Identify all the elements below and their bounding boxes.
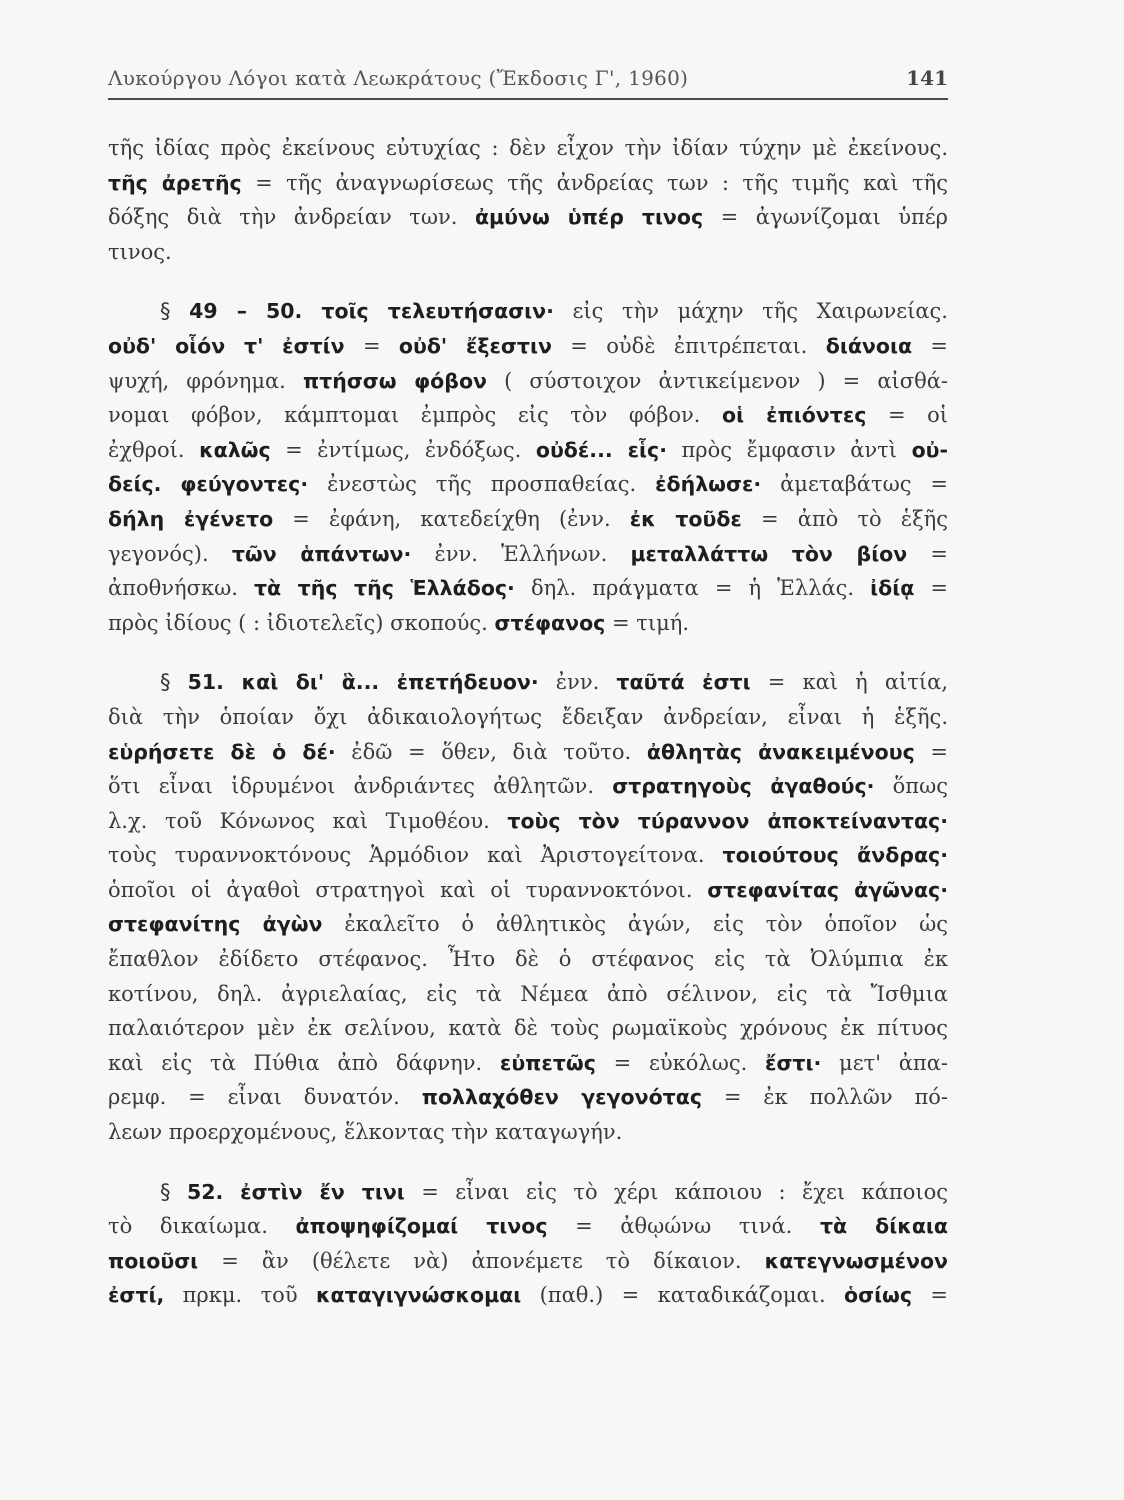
gloss-text: ὅπως	[874, 774, 948, 799]
lemma: οὐ-	[911, 437, 948, 462]
lemma: στεφανίτης ἀγὼν	[108, 912, 323, 937]
gloss-text	[161, 472, 180, 496]
gloss-text: τὸ δικαίωμα.	[108, 1214, 296, 1239]
text-line	[108, 838, 948, 873]
lemma: οὐδ' οἷόν τ' ἐστίν	[108, 333, 345, 358]
gloss-text: =	[912, 1283, 948, 1308]
gloss-text: τινος.	[108, 239, 172, 264]
gloss-text: γεγονός).	[108, 541, 232, 566]
gloss-text: κοτίνου, δηλ. ἀγριελαίας, εἰς τὰ Νέμεα ἀπὸ σέλινον, εἰς τὰ Ἴσθμια	[108, 981, 948, 1006]
lemma: ταῦτά ἐστι	[616, 670, 751, 695]
text-line	[108, 977, 948, 1012]
text-line	[108, 329, 948, 364]
lemma: φεύγοντες·	[180, 472, 309, 497]
text-line	[108, 769, 948, 804]
gloss-text: παλαιότερον μὲν ἐκ σελίνου, κατὰ δὲ τοὺς ρωμαϊκοὺς χρόνους ἐκ πίτυος	[108, 1016, 948, 1041]
gloss-text: πρὸς ἰδίους ( : ἰδιοτελεῖς) σκοπούς.	[108, 610, 495, 635]
text-line	[108, 873, 948, 908]
text-line	[108, 200, 948, 235]
gloss-text: δόξης διὰ τὴν ἀνδρείαν των.	[108, 205, 475, 230]
gloss-text: πρκμ. τοῦ	[164, 1283, 316, 1308]
text-line	[108, 804, 948, 839]
running-header	[108, 62, 948, 100]
text-line	[108, 700, 948, 735]
gloss-text: εἰς τὴν μάχην τῆς Χαιρωνείας.	[553, 299, 948, 324]
section-mark: §	[160, 299, 190, 324]
lemma: ἐδήλωσε·	[655, 472, 762, 497]
lemma: πτήσσω φόβον	[302, 368, 487, 393]
gloss-text: = τιμή.	[605, 610, 690, 635]
lemma: μεταλλάττω τὸν βίον	[630, 541, 908, 566]
gloss-text: =	[914, 576, 948, 601]
lemma: τοιούτους ἄνδρας·	[722, 843, 948, 868]
gloss-text: ψυχή, φρόνημα.	[108, 368, 303, 393]
lemma: τὰ τῆς τῆς Ἑλλάδος·	[253, 576, 515, 601]
lemma: ἀποψηφίζομαί τινος	[295, 1214, 548, 1239]
text-line	[108, 131, 948, 166]
lemma: 52. ἐστὶν ἔν τινι	[186, 1179, 405, 1204]
lemma: ἔστι·	[765, 1050, 822, 1075]
gloss-text: ἐνν.	[538, 670, 617, 695]
gloss-text: = ἐκ πολλῶν πό-	[701, 1085, 948, 1110]
text-line	[108, 1175, 948, 1210]
gloss-text: = ἐφάνη, κατεδείχθη (ἐνν.	[273, 506, 630, 531]
gloss-text: ὁποῖοι οἱ ἀγαθοὶ στρατηγοὶ καὶ οἱ τυραννοκτόνοι.	[108, 877, 708, 902]
gloss-text: = ἀγωνίζομαι ὑπέρ	[703, 205, 948, 230]
lemma: ὁσίως	[844, 1283, 913, 1308]
text-line	[108, 364, 948, 399]
lemma: εὑρήσετε δὲ ὁ δέ·	[108, 739, 336, 764]
text-line	[108, 942, 948, 977]
commentary-text	[108, 131, 948, 1313]
text-line	[108, 433, 948, 468]
lemma: οἱ ἐπιόντες	[721, 403, 867, 428]
text-line	[108, 537, 948, 572]
lemma: 51. καὶ δι' ἃ... ἐπετήδευον·	[187, 670, 539, 695]
text-line	[108, 294, 948, 329]
gloss-text: = ἂν (θέλετε νὰ) ἀπονέμετε τὸ δίκαιον.	[198, 1248, 765, 1273]
gloss-text: ( σύστοιχον ἀντικείμενον ) = αἰσθά-	[487, 368, 948, 393]
gloss-text: μετ' ἀπα-	[821, 1050, 948, 1075]
text-line	[108, 1244, 948, 1279]
lemma: τῆς ἀρετῆς	[108, 170, 242, 195]
gloss-text: (παθ.) = καταδικάζομαι.	[521, 1283, 845, 1308]
gloss-text: ἐνν. Ἑλλήνων.	[411, 541, 631, 566]
gloss-text: =	[914, 739, 948, 764]
lemma: εὐπετῶς	[499, 1050, 596, 1075]
text-line	[108, 907, 948, 942]
lemma: στέφανος	[494, 610, 606, 635]
text-line	[108, 1278, 948, 1313]
gloss-text: ἐδῶ = ὅθεν, διὰ τοῦτο.	[335, 739, 647, 764]
gloss-text: = οἱ	[866, 403, 948, 428]
gloss-text: καὶ εἰς τὰ Πύθια ἀπὸ δάφνην.	[108, 1050, 500, 1075]
lemma: ἀθλητὰς ἀνακειμένους	[646, 739, 915, 764]
lemma: κατεγνωσμένον	[764, 1248, 948, 1273]
text-line	[108, 1209, 948, 1244]
text-line	[108, 166, 948, 201]
text-line	[108, 1115, 948, 1150]
gloss-text: ἀμεταβάτως =	[761, 472, 948, 497]
gloss-text: =	[907, 541, 948, 566]
lemma: ἰδίᾳ	[870, 576, 915, 601]
gloss-text: λεων προερχομένους, ἕλκοντας τὴν καταγωγήν.	[108, 1120, 623, 1145]
gloss-text: δηλ. πράγματα = ἡ Ἑλλάς.	[514, 576, 871, 601]
gloss-text: = οὐδὲ ἐπιτρέπεται.	[551, 333, 826, 358]
text-line	[108, 1011, 948, 1046]
gloss-text: ρεμφ. = εἶναι δυνατόν.	[108, 1085, 422, 1110]
text-line	[108, 502, 948, 537]
gloss-text: = καὶ ἡ αἰτία,	[750, 670, 948, 695]
gloss-text: τοὺς τυραννοκτόνους Ἁρμόδιον καὶ Ἀριστογείτονα.	[108, 843, 723, 868]
running-title: Λυκούργου Λόγοι κατὰ Λεωκράτους (Ἔκδοσις Γ', 1960)	[108, 66, 689, 90]
text-line	[108, 1046, 948, 1081]
text-line	[108, 235, 948, 270]
lemma: ἀμύνω ὑπέρ τινος	[474, 205, 704, 230]
lemma: καταγιγνώσκομαι	[315, 1283, 522, 1308]
text-line	[108, 1080, 948, 1115]
gloss-text: ἔπαθλον ἐδίδετο στέφανος. Ἦτο δὲ ὁ στέφανος εἰς τὰ Ὀλύμπια ἐκ	[108, 947, 948, 972]
lemma: στρατηγοὺς ἀγαθούς·	[612, 774, 875, 799]
lemma: πολλαχόθεν γεγονότας	[421, 1085, 702, 1110]
lemma: διάνοια	[825, 333, 913, 358]
lemma: ἐκ τοῦδε	[629, 506, 742, 531]
lemma: δείς.	[108, 472, 162, 497]
lemma: τῶν ἁπάντων·	[231, 541, 412, 566]
lemma: τὰ δίκαια	[819, 1214, 948, 1239]
lemma: στεφανίτας ἀγῶνας·	[707, 877, 948, 902]
gloss-text: =	[912, 333, 948, 358]
gloss-text: ἐκαλεῖτο ὁ ἀθλητικὸς ἀγών, εἰς τὸν ὁποῖον ὡς	[322, 912, 948, 937]
gloss-text: = τῆς ἀναγνωρίσεως τῆς ἀνδρείας των : τῆς τιμῆς καὶ τῆς	[241, 170, 948, 195]
gloss-text: =	[344, 333, 399, 358]
gloss-text: λ.χ. τοῦ Κόνωνος καὶ Τιμοθέου.	[108, 808, 508, 833]
gloss-text: διὰ τὴν ὁποίαν ὄχι ἀδικαιολογήτως ἔδειξαν ἀνδρείαν, εἶναι ἡ ἑξῆς.	[108, 704, 948, 729]
gloss-text: = ἐντίμως, ἐνδόξως.	[270, 437, 536, 462]
text-line	[108, 665, 948, 700]
text-line	[108, 735, 948, 770]
text-line	[108, 398, 948, 433]
gloss-text: = ἀπὸ τὸ ἑξῆς	[741, 506, 948, 531]
lemma: δήλη ἐγένετο	[108, 506, 274, 531]
text-line	[108, 571, 948, 606]
lemma: τοὺς τὸν τύραννον ἀποκτείναντας·	[507, 808, 948, 833]
lemma: οὐδ' ἔξεστιν	[398, 333, 552, 358]
gloss-text: ἐνεστὼς τῆς προσπαθείας.	[308, 472, 656, 497]
text-line	[108, 467, 948, 502]
gloss-text: νομαι φόβον, κάμπτομαι ἐμπρὸς εἰς τὸν φόβον.	[108, 403, 722, 428]
lemma: 49 – 50. τοῖς τελευτήσασιν·	[189, 299, 554, 324]
lemma: ποιοῦσι	[108, 1248, 199, 1273]
lemma: οὐδέ... εἷς·	[535, 437, 667, 462]
page-number: 141	[906, 66, 948, 90]
text-line	[108, 606, 948, 641]
gloss-text: ἐχθροί.	[108, 437, 200, 462]
lemma: καλῶς	[199, 437, 271, 462]
gloss-text: = εὐκόλως.	[595, 1050, 766, 1075]
gloss-text: = εἶναι εἰς τὸ χέρι κάποιου : ἔχει κάποιος	[404, 1179, 948, 1204]
section-mark: §	[160, 1179, 187, 1204]
gloss-text: πρὸς ἔμφασιν ἀντὶ	[666, 437, 912, 462]
gloss-text: τῆς ἰδίας πρὸς ἐκείνους εὐτυχίας : δὲν εἶχον τὴν ἰδίαν τύχην μὲ ἐκείνους.	[108, 136, 948, 160]
gloss-text: ὅτι εἶναι ἱδρυμένοι ἀνδριάντες ἀθλητῶν.	[108, 774, 613, 799]
gloss-text: = ἀθῳώνω τινά.	[547, 1214, 820, 1239]
lemma: ἐστί,	[108, 1283, 165, 1308]
gloss-text: ἀποθνήσκω.	[108, 576, 254, 601]
section-mark: §	[160, 670, 188, 695]
